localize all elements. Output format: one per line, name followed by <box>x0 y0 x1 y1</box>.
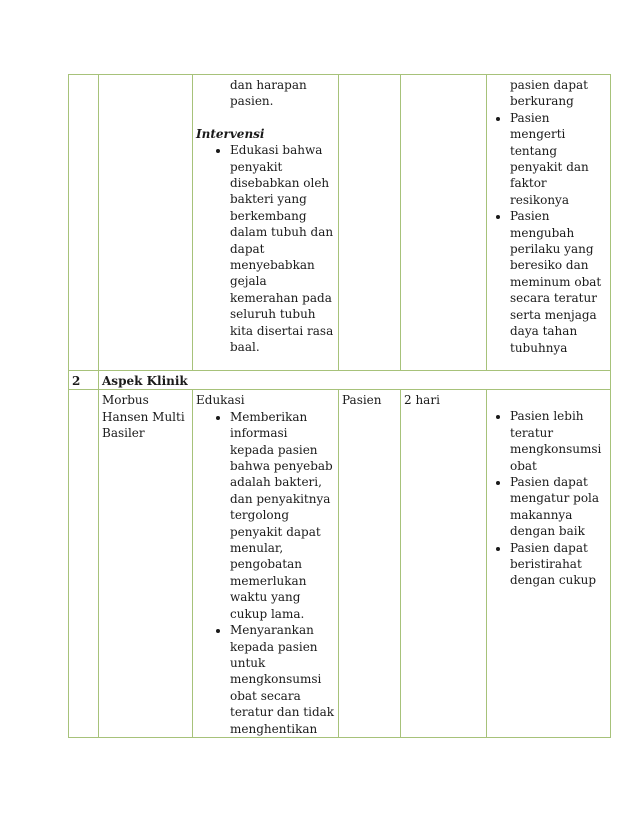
table-row-klinik <box>69 390 611 738</box>
cell-sasaran <box>339 75 401 371</box>
list-item: • Menyarankan kepada pasien untuk mengkonsumsi obat secara teratur dan tidak menghentikan <box>230 622 335 737</box>
cell-no <box>69 75 99 371</box>
list-item: • Pasien dapat beristirahat dengan cukup <box>510 540 607 589</box>
list-item: • Pasien lebih teratur mengkonsumsi obat <box>510 408 607 474</box>
list-item: • Edukasi bahwa penyakit disebabkan oleh bakteri yang berkembang dalam tubuh dan dapat menyebabkan gejala kemerahan pada seluruh tubuh kita disertai rasa baal. <box>230 142 335 355</box>
cell-hasil <box>487 390 611 738</box>
section-number: 2 <box>69 371 99 390</box>
hasil-line: berkurang <box>510 94 574 109</box>
list-item: • Pasien mengerti tentang penyakit dan faktor resikonya <box>510 110 607 208</box>
cell-hasil <box>487 75 611 371</box>
hasil-list <box>490 110 607 356</box>
list-item: • Pasien mengubah perilaku yang beresiko dan meminum obat secara teratur serta menjaga daya tahan tubuhnya <box>510 208 607 356</box>
cell-waktu <box>401 75 487 371</box>
intervensi-list <box>196 142 335 355</box>
hasil-list <box>490 408 607 588</box>
kegiatan-line: pasien. <box>230 94 274 109</box>
cell-sasaran: Pasien <box>339 390 401 738</box>
cell-aspek <box>99 75 193 371</box>
cell-no <box>69 390 99 738</box>
kegiatan-line: dan harapan <box>230 78 307 92</box>
cell-kegiatan <box>193 75 339 371</box>
cell-kegiatan <box>193 390 339 738</box>
intervensi-label: Intervensi <box>196 126 265 141</box>
kegiatan-list <box>196 409 335 737</box>
health-plan-table <box>68 74 611 738</box>
table-row-continuation <box>69 75 611 371</box>
cell-aspek: Morbus Hansen Multi Basiler <box>99 390 193 738</box>
kegiatan-label: Edukasi <box>196 393 245 408</box>
list-item: • Memberikan informasi kepada pasien bahwa penyebab adalah bakteri, dan penyakitnya tergolong penyakit dapat menular, pengobatan memerlukan waktu yang cukup lama. <box>230 409 335 622</box>
table-row-section <box>69 371 611 390</box>
section-title: Aspek Klinik <box>99 371 611 390</box>
list-item: • Pasien dapat mengatur pola makannya dengan baik <box>510 474 607 540</box>
hasil-line: pasien dapat <box>510 78 588 92</box>
cell-waktu: 2 hari <box>401 390 487 738</box>
